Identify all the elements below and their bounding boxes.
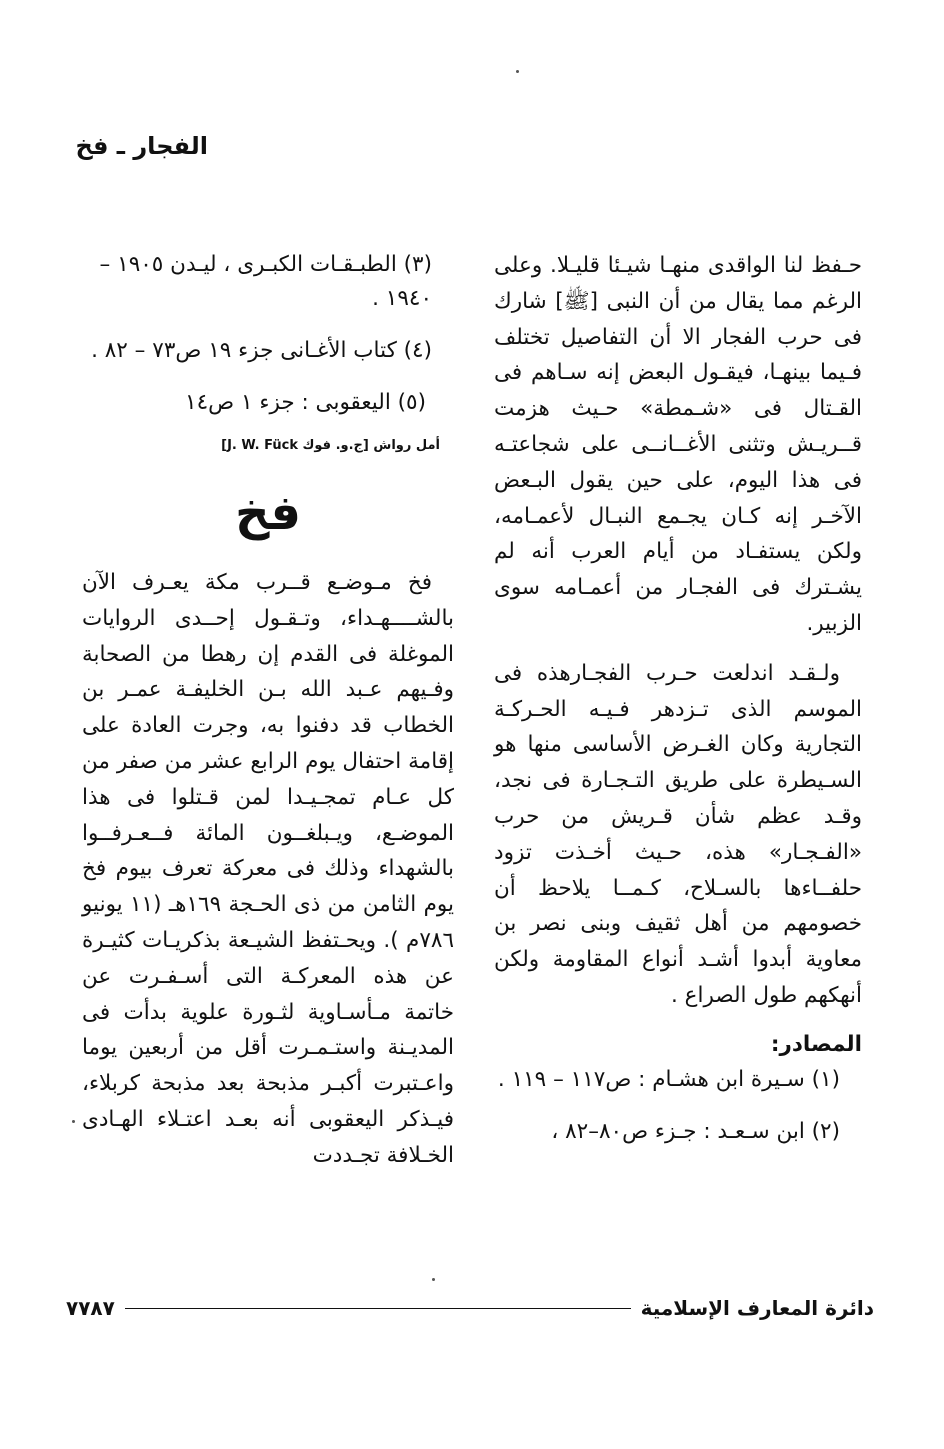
- reference-item: (٥) اليعقوبى : جزء ١ ص١٤: [185, 390, 426, 415]
- reference-item: (٢) ابن سـعـد : جـزء ص٨٠–٨٢ ،: [551, 1118, 840, 1144]
- reference-item: (١) سـيرة ابن هشـام : ص١١٧ – ١١٩ .: [497, 1066, 840, 1092]
- footer-title: دائرة المعارف الإسلامية: [640, 1296, 874, 1320]
- sources-heading: المصادر:: [770, 1031, 862, 1057]
- reference-item: (٤) كتاب الأغـانى جزء ١٩ ص٧٣ – ٨٢ .: [91, 338, 432, 363]
- body-paragraph: حـفظ لنا الواقدى منهـا شيـئا قليـلا. وعلى الرغم مما يقال من أن النبى [ﷺ] شارك فى حرب الفجار الا أن التفاصيل تختلف فـيما بينهـا، فيقـول البعض إنه سـاهم فى القـتال فى «شـمطة» حـيث هزمت قــريـش وتثنى الأغــانــى على شجاعتـه فى هذا اليوم، على حين يقول البـعض الآخـر إنه كـان يجـمع النبـال لأعمـامه، ولكن يستفـاد من أيام العرب أنه لم يشـترك فى الفجـار من أعمـامه سوى الزبير.: [494, 253, 862, 636]
- scan-speck: [72, 1120, 75, 1123]
- body-paragraph: فخ مـوضـع قــرب مكة يعـرف الآن بالشــــهـداء، وتـقـول إحــدى الروايات الموغلة فى القدم إن رهطا من الصحابة وفـيهم عـبد الله بـن الخليفـة عمـر بن الخطاب قد دفنوا به، وجرت العادة على إقامة احتفال يوم الرابع عشر من صفر من كل عـام تمجـيـدا لمن قـتلوا فى هذا الموضـع، ويـبلغــون المائة فــعـرفــوا بالشهداء وذلك فى معركة تعرف بيوم فخ يوم الثامن من ذى الحـجة ١٦٩هـ (١١ يونيو ٧٨٦م ). ويحـتفظ الشيـعة بذكريـات كثيـرة عن هذه المعركـة التى أسـفـرت عن خاتمة مـأسـاوية لثـورة علوية بدأت فى المديـنة واستـمـرت أقل من أربعين يوما واعـتبرت أكبـر مذبحة بعد مذبحة كربلاء، فيـذكر اليعقوبى أنه بعـد اعتـلاء الهـادى الخـلافة تجـددت: [82, 570, 454, 1168]
- article-title: فخ: [234, 485, 302, 541]
- body-paragraph: ولـقـد اندلعت حـرب الفجـارهذه فى الموسم الذى تـزدهر فـيـه الحـركـة التجارية وكان الغـرض الأساسى منها هو السـيطرة على طريق التـجـارة فى نجد، وقـد عظم شأن قـريش من حرب «الفـجـار» هذه، حـيث أخـذت تزود حلفــاءها بالسـلاح، كـمــا يلاحظ أن خصومهم من أهل ثقيف وبنى نصر بن معاوية أبدوا أشـد أنواع المقاومة ولكن أنهكهم طول الصراع .: [494, 660, 862, 1008]
- page-number: ٧٧٨٧: [66, 1296, 115, 1320]
- article-author: أمل رواش [ج.و. فوك J. W. Fück]: [221, 438, 440, 453]
- page-header-title: الفجار ـ فخ: [75, 132, 208, 160]
- reference-item: (٣) الطبـقـات الكبـرى ، ليـدن ١٩٠٥ – ١٩٤٠ .: [99, 252, 432, 311]
- page-footer: [66, 1296, 874, 1320]
- right-column: [494, 248, 862, 1167]
- footer-rule: [125, 1308, 631, 1309]
- scan-speck: [516, 70, 519, 73]
- left-column: [82, 248, 454, 1174]
- scan-speck: [432, 1278, 435, 1281]
